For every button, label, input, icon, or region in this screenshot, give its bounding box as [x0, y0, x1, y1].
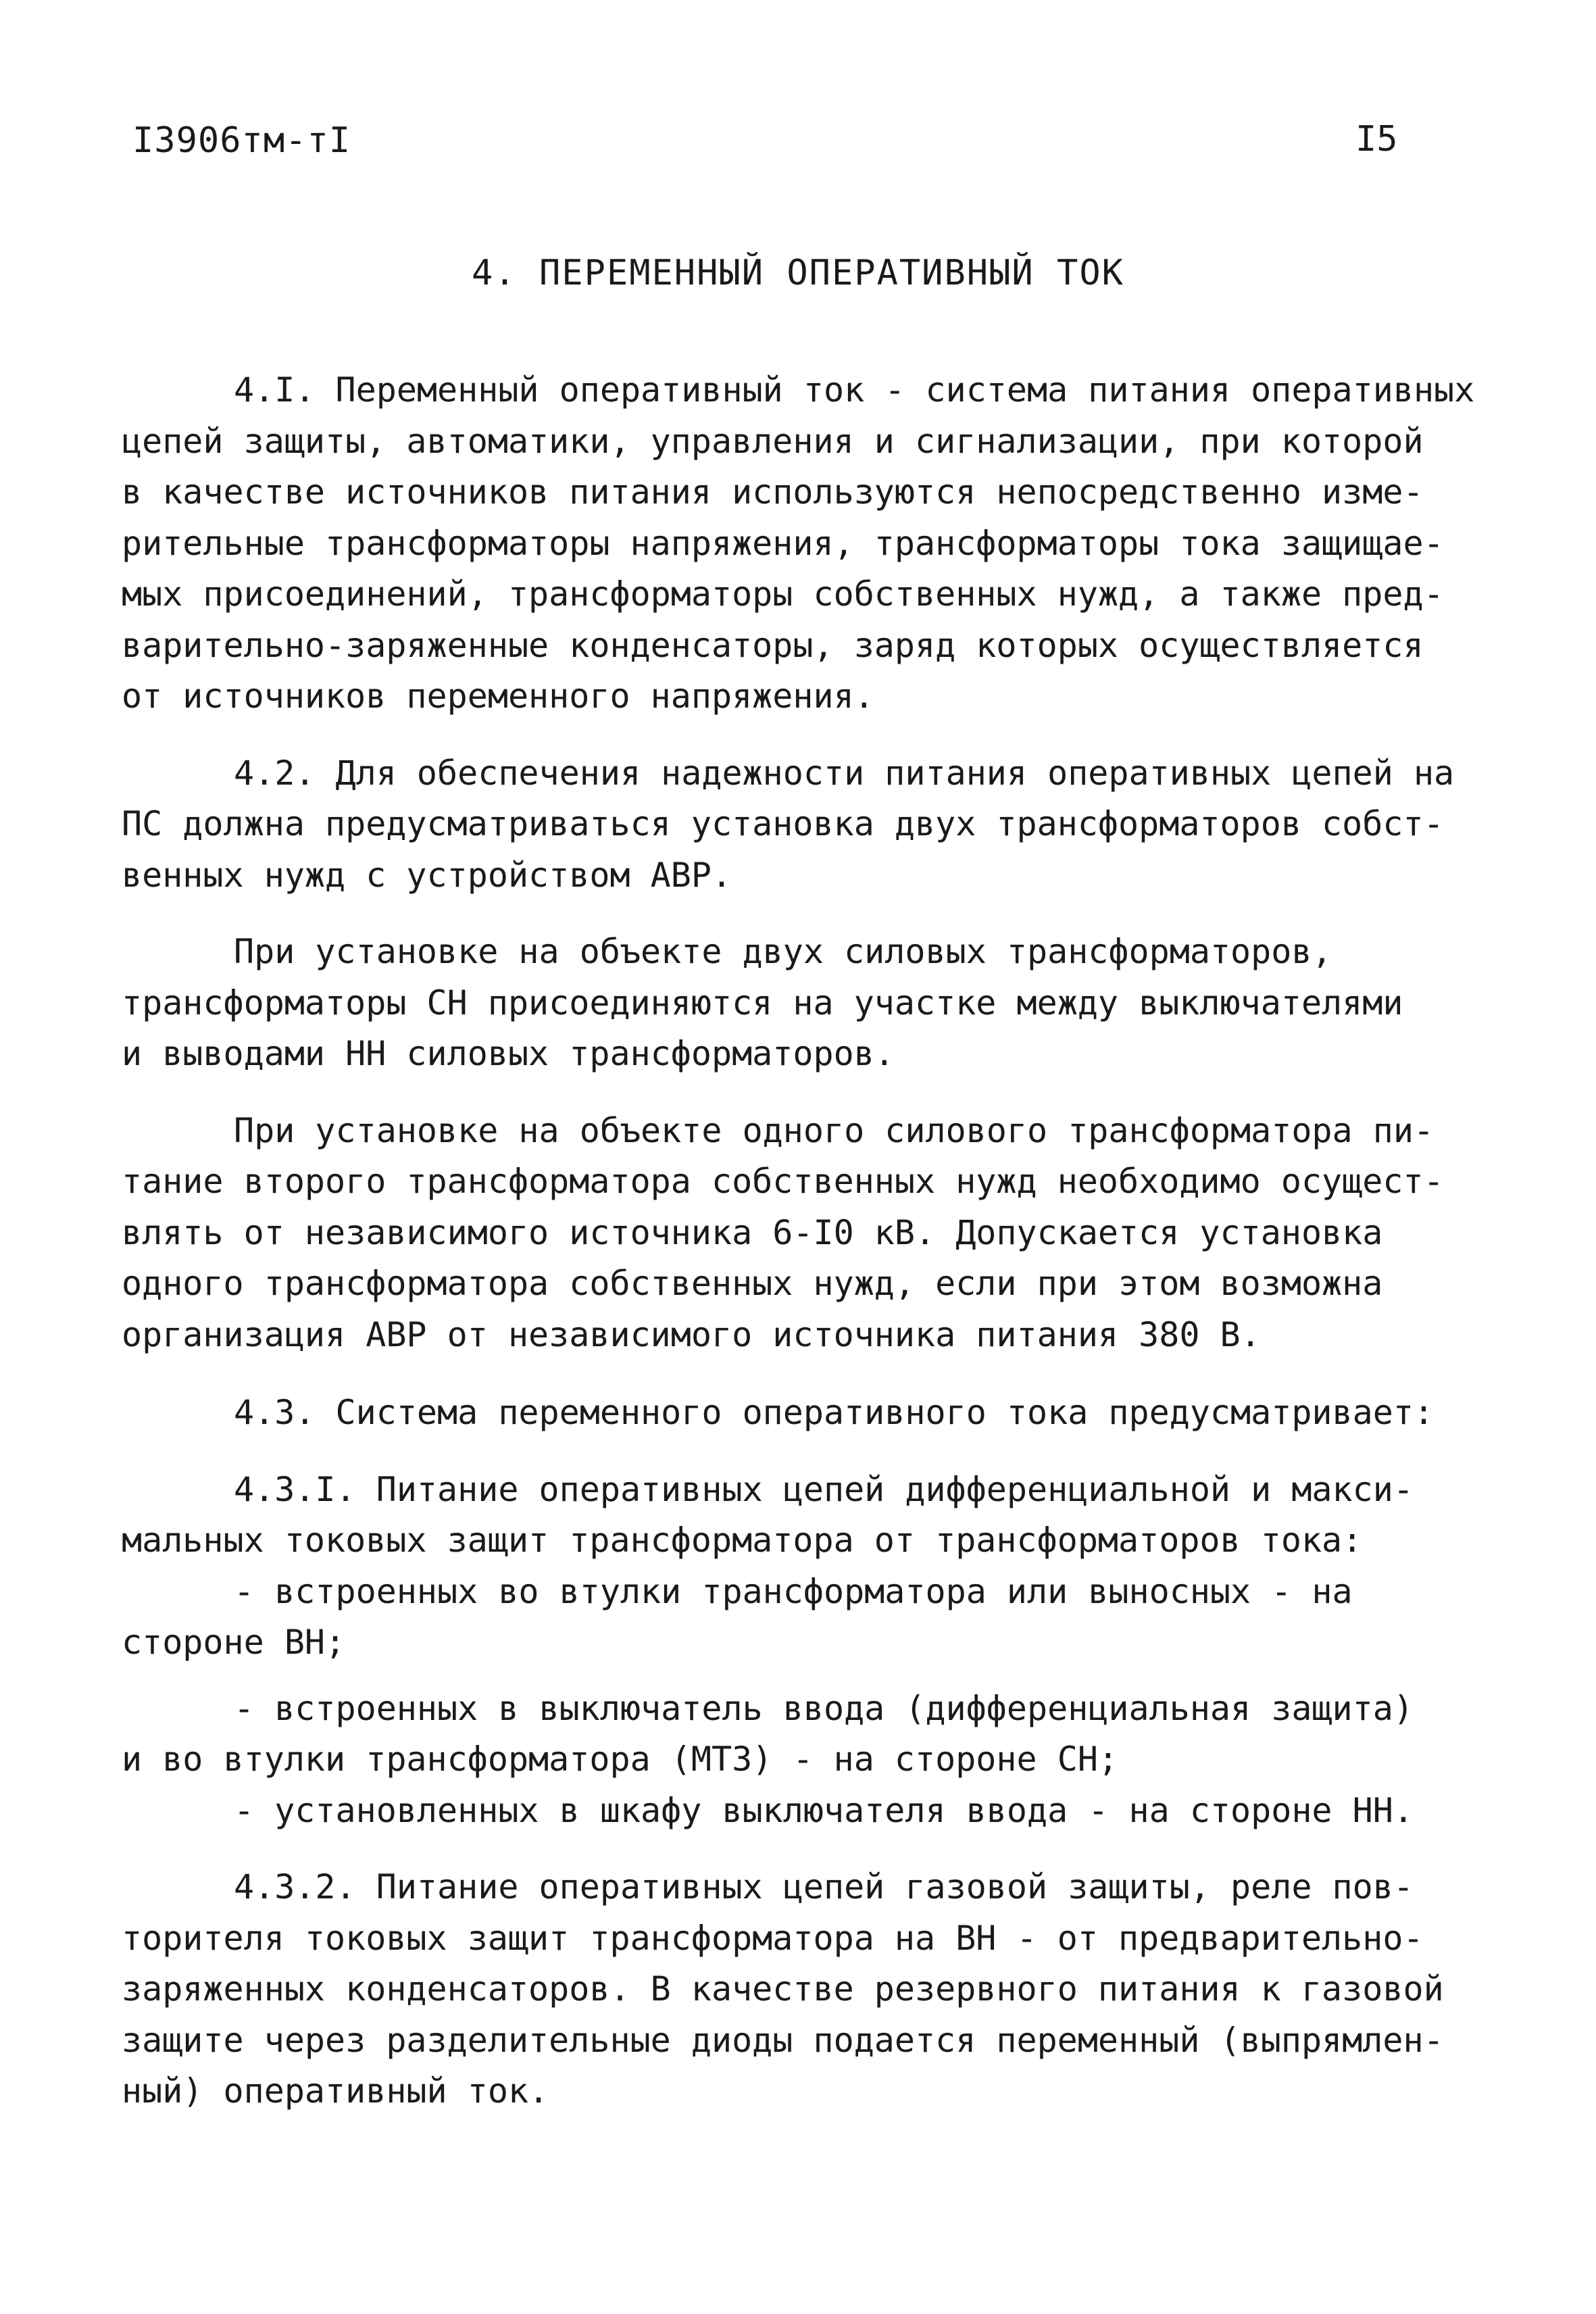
paragraph-4-2: [122, 748, 1500, 902]
text-line: - установленных в шкафу выключателя ввода - на стороне НН.: [234, 1790, 1414, 1830]
paragraph-4-3: [122, 1387, 1500, 1439]
text-line: мых присоединений, трансформаторы собственных нужд, а также пред-: [122, 574, 1444, 614]
text-line: венных нужд с устройством АВР.: [122, 855, 732, 895]
text-line: 4.3.2. Питание оперативных цепей газовой защиты, реле пов-: [234, 1867, 1414, 1906]
text-line: 4.3. Система переменного оперативного тока предусматривает:: [234, 1393, 1435, 1432]
paragraph-4-3-1-continued: [122, 1683, 1500, 1837]
paragraph-4-2-two-transformers: [122, 927, 1500, 1080]
paragraph-4-3-2: [122, 1862, 1500, 2117]
text-line: При установке на объекте одного силового трансформатора пи-: [234, 1110, 1435, 1150]
text-line: рительные трансформаторы напряжения, трансформаторы тока защищае-: [122, 523, 1444, 563]
text-line: заряженных конденсаторов. В качестве резервного питания к газовой: [122, 1969, 1444, 2009]
text-line: мальных токовых защит трансформатора от трансформаторов тока:: [122, 1521, 1363, 1560]
text-line: - встроенных во втулки трансформатора или выносных - на: [234, 1571, 1353, 1611]
text-line: одного трансформатора собственных нужд, если при этом возможна: [122, 1264, 1383, 1303]
body-text: [122, 365, 1500, 2117]
text-line: защите через разделительные диоды подается переменный (выпрямлен-: [122, 2020, 1444, 2060]
paragraph-4-1: [122, 365, 1500, 722]
text-line: и выводами НН силовых трансформаторов.: [122, 1034, 895, 1073]
text-line: организация АВР от независимого источника питания 380 В.: [122, 1314, 1261, 1354]
text-line: в качестве источников питания используются непосредственно изме-: [122, 472, 1424, 512]
text-line: варительно-заряженные конденсаторы, заряд которых осуществляется: [122, 625, 1424, 665]
text-line: трансформаторы СН присоединяются на участке между выключателями: [122, 983, 1403, 1023]
text-line: цепей защиты, автоматики, управления и сигнализации, при которой: [122, 421, 1424, 461]
text-line: и во втулки трансформатора (МТЗ) - на стороне СН;: [122, 1740, 1119, 1779]
text-line: тание второго трансформатора собственных нужд необходимо осущест-: [122, 1162, 1444, 1201]
page-number: I5: [1355, 119, 1398, 159]
text-line: влять от независимого источника 6-I0 кВ. Допускается установка: [122, 1212, 1383, 1252]
paragraph-4-3-1: [122, 1464, 1500, 1669]
text-line: ПС должна предусматриваться установка двух трансформаторов собст-: [122, 804, 1444, 843]
document-code: I3906тм-тI: [132, 120, 351, 161]
paragraph-4-2-one-transformer: [122, 1106, 1500, 1361]
text-line: 4.3.I. Питание оперативных цепей дифференциальной и макси-: [234, 1469, 1414, 1509]
text-line: торителя токовых защит трансформатора на ВН - от предварительно-: [122, 1918, 1424, 1958]
text-line: 4.I. Переменный оперативный ток - система питания оперативных: [234, 370, 1475, 410]
text-line: ный) оперативный ток.: [122, 2071, 549, 2111]
text-line: от источников переменного напряжения.: [122, 676, 874, 716]
text-line: 4.2. Для обеспечения надежности питания оперативных цепей на: [234, 753, 1455, 793]
section-title: 4. ПЕРЕМЕННЫЙ ОПЕРАТИВНЫЙ ТОК: [472, 253, 1124, 293]
text-line: - встроенных в выключатель ввода (дифференциальная защита): [234, 1688, 1414, 1728]
text-line: стороне ВН;: [122, 1623, 346, 1662]
text-line: При установке на объекте двух силовых трансформаторов,: [234, 932, 1332, 971]
